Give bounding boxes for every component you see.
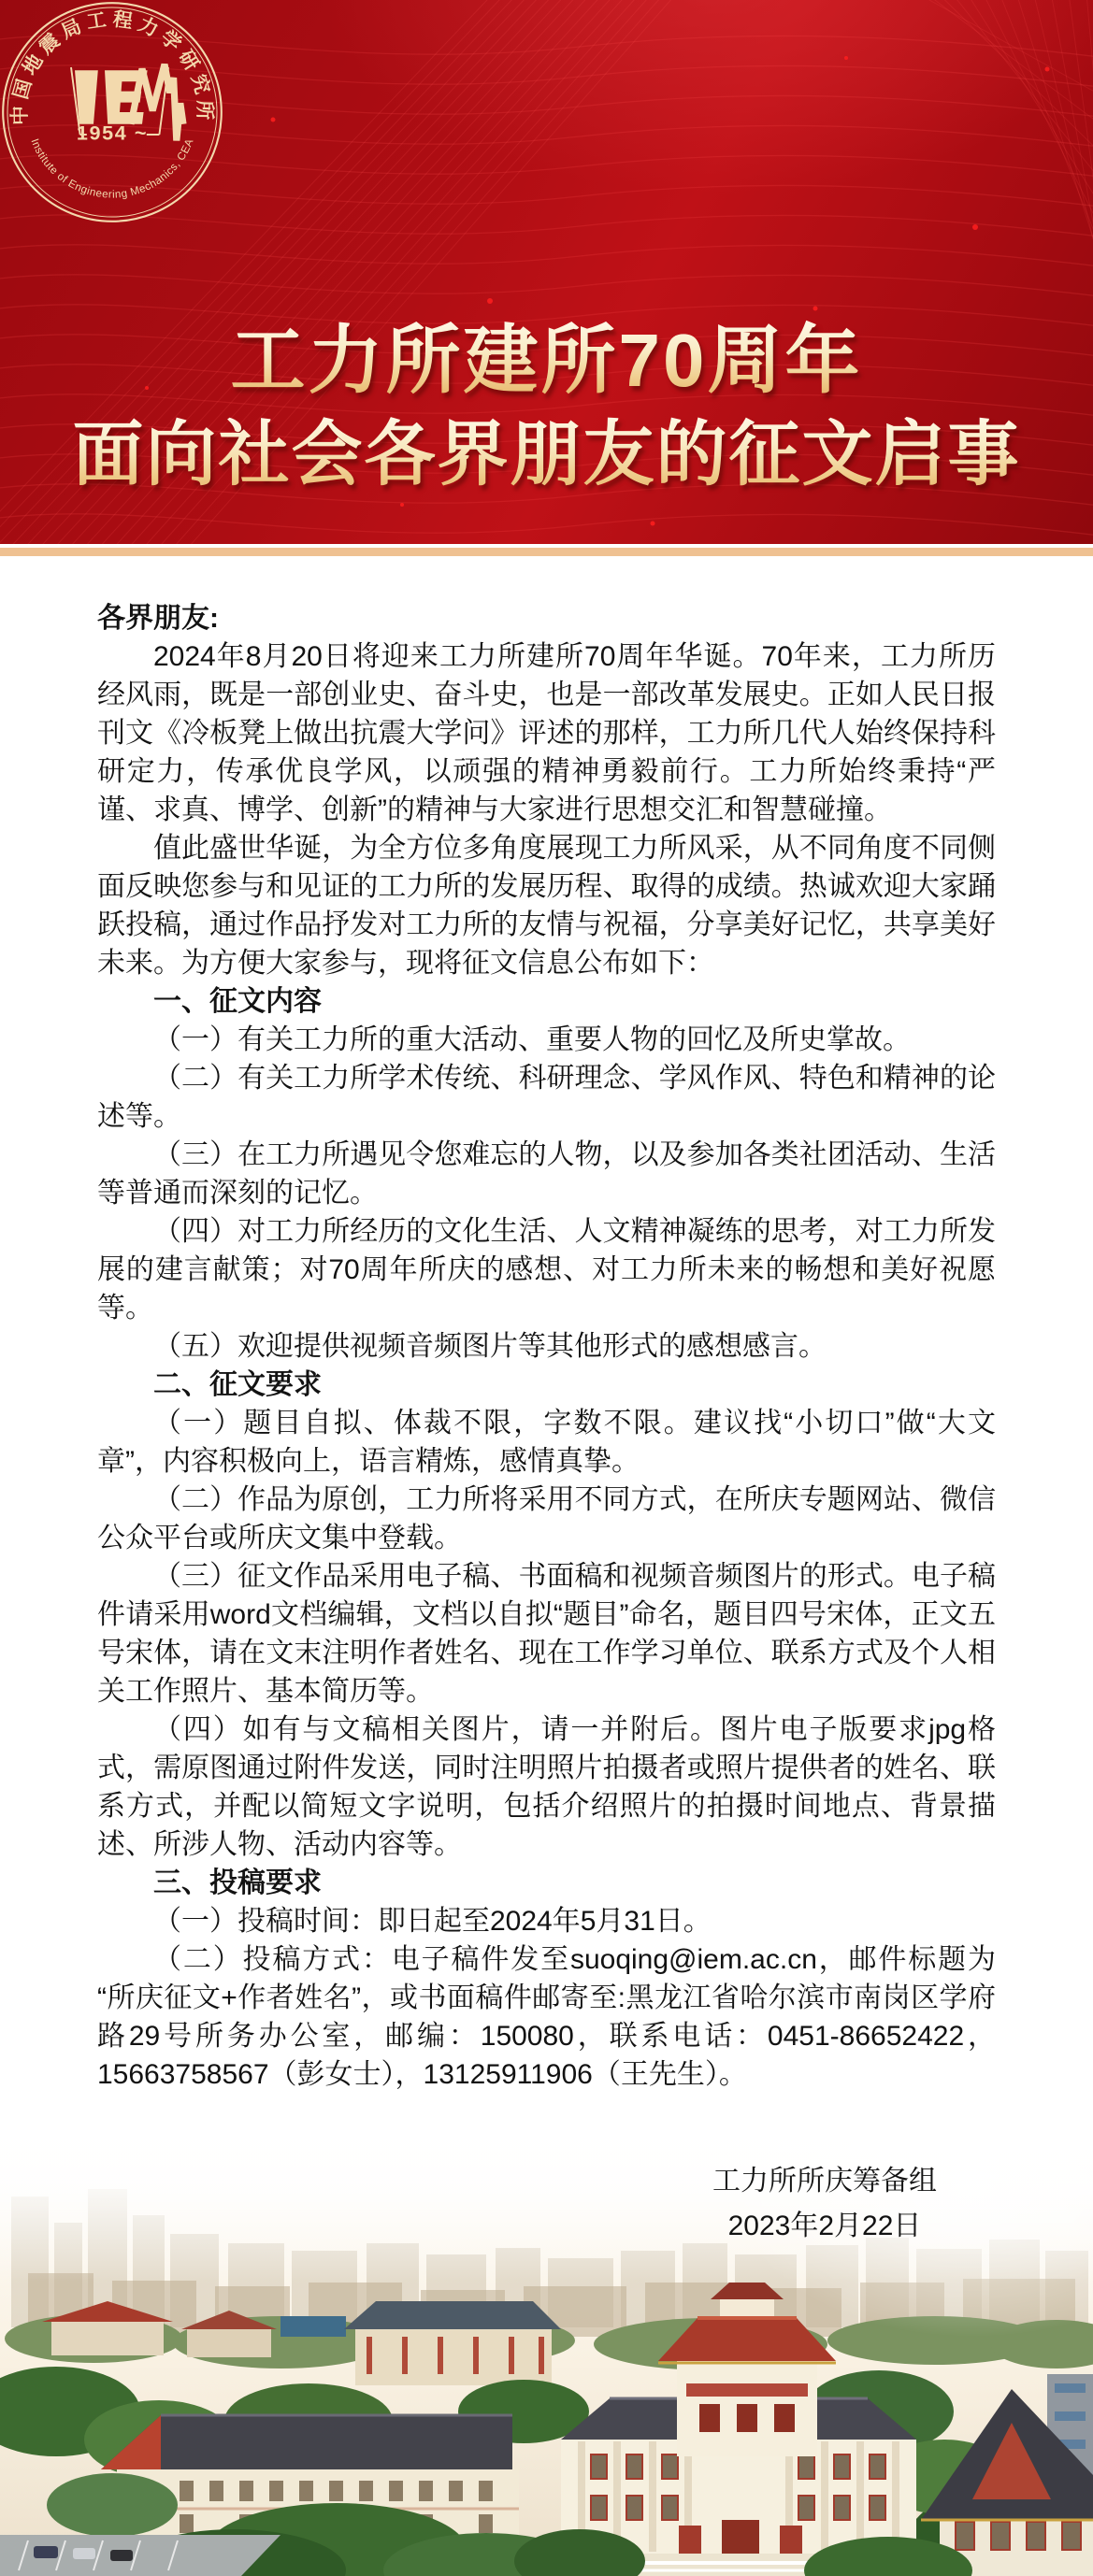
list-item: （二）投稿方式：电子稿件发至suoqing@iem.ac.cn，邮件标题为“所庆征文+作者姓名”，或书面稿件邮寄至:黑龙江省哈尔滨市南岗区学府路29号所务办公室，邮编：150080，联系电话：0451-86652422，15663758567（彭女士），13125911906（王先生）。	[97, 1944, 996, 2090]
seal-chinese-name: 中国地震局工程力学研究所	[8, 8, 216, 125]
paragraph: 值此盛世华诞，为全方位多角度展现工力所风采，从不同角度不同侧面反映您参与和见证的工力所的发展历程、取得的成绩。热诚欢迎大家踊跃投稿，通过作品抒发对工力所的友情与祝福，分享美好记忆，共享美好未来。为方便大家参与，现将征文信息公布如下：	[97, 833, 996, 979]
list-item: （一）有关工力所的重大活动、重要人物的回忆及所史掌故。	[153, 1024, 911, 1055]
banner	[0, 0, 1093, 544]
seal-founding-year: 1954 ~	[76, 121, 149, 145]
letter-body	[0, 556, 1093, 2108]
poster-title	[0, 314, 1093, 503]
list-item: （二）作品为原创，工力所将采用不同方式，在所庆专题网站、微信公众平台或所庆文集中登载。	[97, 1484, 996, 1553]
seal-english-name: Institute of Engineering Mechanics, CEA	[28, 136, 196, 201]
paragraph: 2024年8月20日将迎来工力所建所70周年华诞。70年来，工力所历经风雨，既是一部创业史、奋斗史，也是一部改革发展史。正如人民日报刊文《冷板凳上做出抗震大学问》评述的那样，工力所几代人始终保持科研定力，传承优良学风，以顽强的精神勇毅前行。工力所始终秉持“严谨、求真、博学、创新”的精神与大家进行思想交汇和智慧碰撞。	[97, 641, 996, 825]
list-item: （一）投稿时间：即日起至2024年5月31日。	[153, 1906, 712, 1937]
list-item: （三）征文作品采用电子稿、书面稿和视频音频图片的形式。电子稿件请采用word文档编辑，文档以自拟“题目”命名，题目四号宋体，正文五号宋体，请在文末注明作者姓名、现在工作学习单位、联系方式及个人相关工作照片、基本简历等。	[97, 1561, 996, 1707]
signature-date: 2023年2月22日	[727, 2211, 922, 2241]
list-item: （五）欢迎提供视频音频图片等其他形式的感想感言。	[153, 1331, 827, 1362]
list-item: （一）题目自拟、体裁不限，字数不限。建议找“小切口”做“大文章”，内容积极向上，语言精炼，感情真挚。	[97, 1408, 996, 1477]
poster-title-line2: 面向社会各界朋友的征文启事	[0, 408, 1093, 503]
separator-tan	[0, 548, 1093, 556]
section-heading-content: 一、征文内容	[153, 986, 322, 1017]
list-item: （四）如有与文稿相关图片，请一并附后。图片电子版要求jpg格式，需原图通过附件发送，同时注明照片拍摄者或照片提供者的姓名、联系方式，并配以简短文字说明，包括介绍照片的拍摄时间地点、背景描述、所涉人物、活动内容等。	[97, 1714, 996, 1860]
poster-title-line1: 工力所建所70周年	[0, 314, 1093, 408]
signature-org: 工力所所庆筹备组	[712, 2166, 937, 2197]
institute-seal-logo	[0, 0, 224, 224]
section-heading-submission: 三、投稿要求	[153, 1868, 322, 1898]
list-item: （二）有关工力所学术传统、科研理念、学风作风、特色和精神的论述等。	[97, 1063, 996, 1132]
section-heading-requirements: 二、征文要求	[153, 1369, 322, 1400]
list-item: （三）在工力所遇见令您难忘的人物，以及参加各类社团活动、生活等普通而深刻的记忆。	[97, 1139, 996, 1209]
signature-block	[666, 2159, 984, 2249]
list-item: （四）对工力所经历的文化生活、人文精神凝练的思考，对工力所发展的建言献策；对70周年所庆的感想、对工力所未来的畅想和美好祝愿等。	[97, 1216, 996, 1324]
salutation: 各界朋友:	[97, 603, 219, 634]
parking-lot	[0, 2535, 280, 2576]
